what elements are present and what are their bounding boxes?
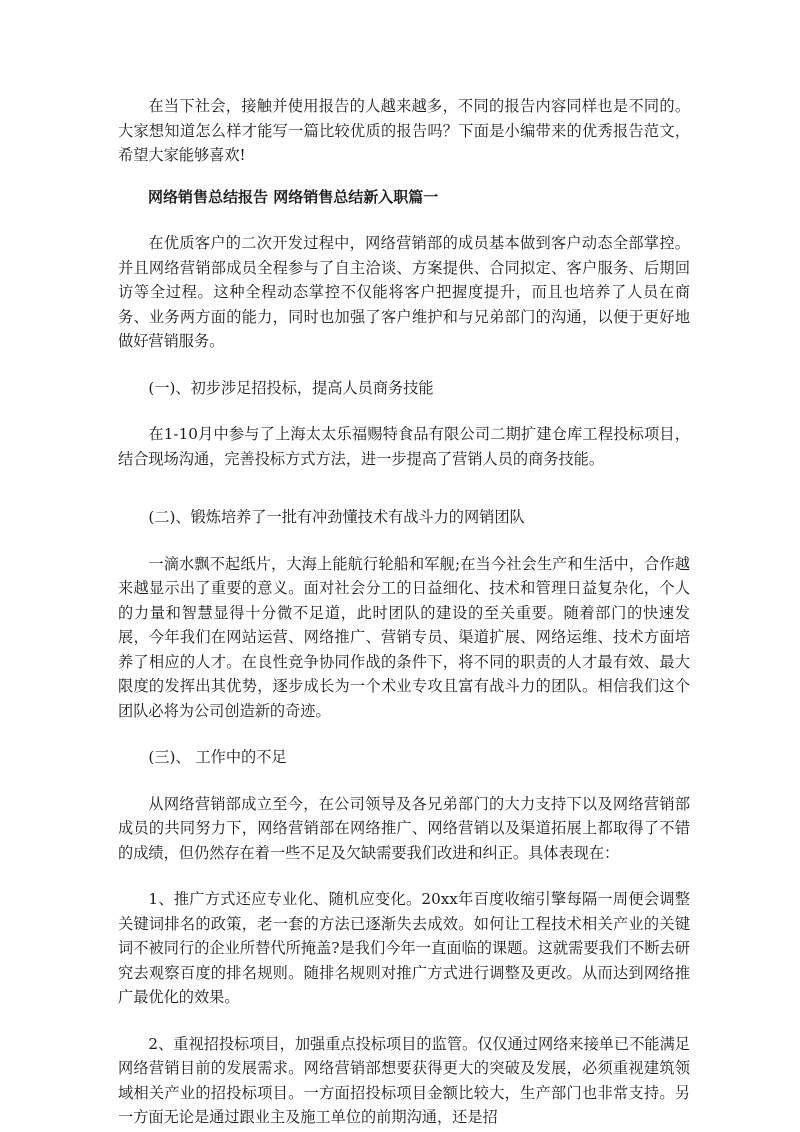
- intro-paragraph: 在当下社会，接触并使用报告的人越来越多，不同的报告内容同样也是不同的。大家想知道怎么样才能写一篇比较优质的报告吗？下面是小编带来的优秀报告范文，希望大家能够喜欢!: [118, 97, 690, 164]
- paragraph-team: 一滴水飘不起纸片，大海上能航行轮船和军舰;在当今社会生产和生活中，合作越来越显示出了重要的意义。面对社会分工的日益细化、技术和管理日益复杂化，个人的力量和智慧显得十分微不足道，此时团队的建设的至关重要。随着部门的快速发展，今年我们在网站运营、网络推广、营销专员、渠道扩展、网络运维、技术方面培养了相应的人才。在良性竞争协同作战的条件下，将不同的职责的人才最有效、最大限度的发挥出其优势，逐步成长为一个术业专攻且富有战斗力的团队。相信我们这个团队必将为公司创造新的奇迹。: [118, 554, 690, 720]
- section-heading-3: (三)、 工作中的不足: [148, 748, 287, 766]
- document-title: 网络销售总结报告 网络销售总结新入职篇一: [148, 187, 439, 206]
- section-heading-1: (一)、初步涉足招投标，提高人员商务技能: [148, 378, 434, 397]
- document-page: [118, 94, 690, 1130]
- paragraph-client-development: 在优质客户的二次开发过程中，网络营销部的成员基本做到客户动态全部掌控。并且网络营销部成员全程参与了自主洽谈、方案提供、合同拟定、客户服务、后期回访等全过程。这种全程动态掌控不仅能将客户把握度提升，而且也培养了人员在商务、业务两方面的能力，同时也加强了客户维护和与兄弟部门的沟通，以便于更好地做好营销服务。: [118, 234, 690, 350]
- paragraph-item-1: 1、推广方式还应专业化、随机应变化。20xx年百度收缩引擎每隔一周便会调整关键词排名的政策，老一套的方法已逐渐失去成效。如何让工程技术相关产业的关键词不被同行的企业所替代所掩盖?是我们今年一直面临的课题。这就需要我们不断去研究去观察百度的排名规则。随排名规则对推广方式进行调整及更改。从而达到网络推广最优化的效果。: [118, 890, 690, 1006]
- paragraph-bidding: 在1-10月中参与了上海太太乐福赐特食品有限公司二期扩建仓库工程投标项目，结合现场沟通，完善投标方式方法，进一步提高了营销人员的商务技能。: [118, 425, 690, 468]
- paragraph-item-2: 2、重视招投标项目，加强重点投标项目的监管。仅仅通过网络来接单已不能满足网络营销目前的发展需求。网络营销部想要获得更大的突破及发展，必须重视建筑领域相关产业的招投标项目。一方面招投标项目金额比较大，生产部门也非常支持。另一方面无论是通过跟业主及施工单位的前期沟通，还是招: [118, 1034, 690, 1126]
- section-heading-2: (二)、锻炼培养了一批有冲劲懂技术有战斗力的网销团队: [148, 508, 525, 526]
- paragraph-shortcomings: 从网络营销部成立至今，在公司领导及各兄弟部门的大力支持下以及网络营销部成员的共同努力下，网络营销部在网络推广、网络营销以及渠道拓展上都取得了不错的成绩，但仍然存在着一些不足及欠缺需要我们改进和纠正。具体表现在：: [118, 794, 690, 862]
